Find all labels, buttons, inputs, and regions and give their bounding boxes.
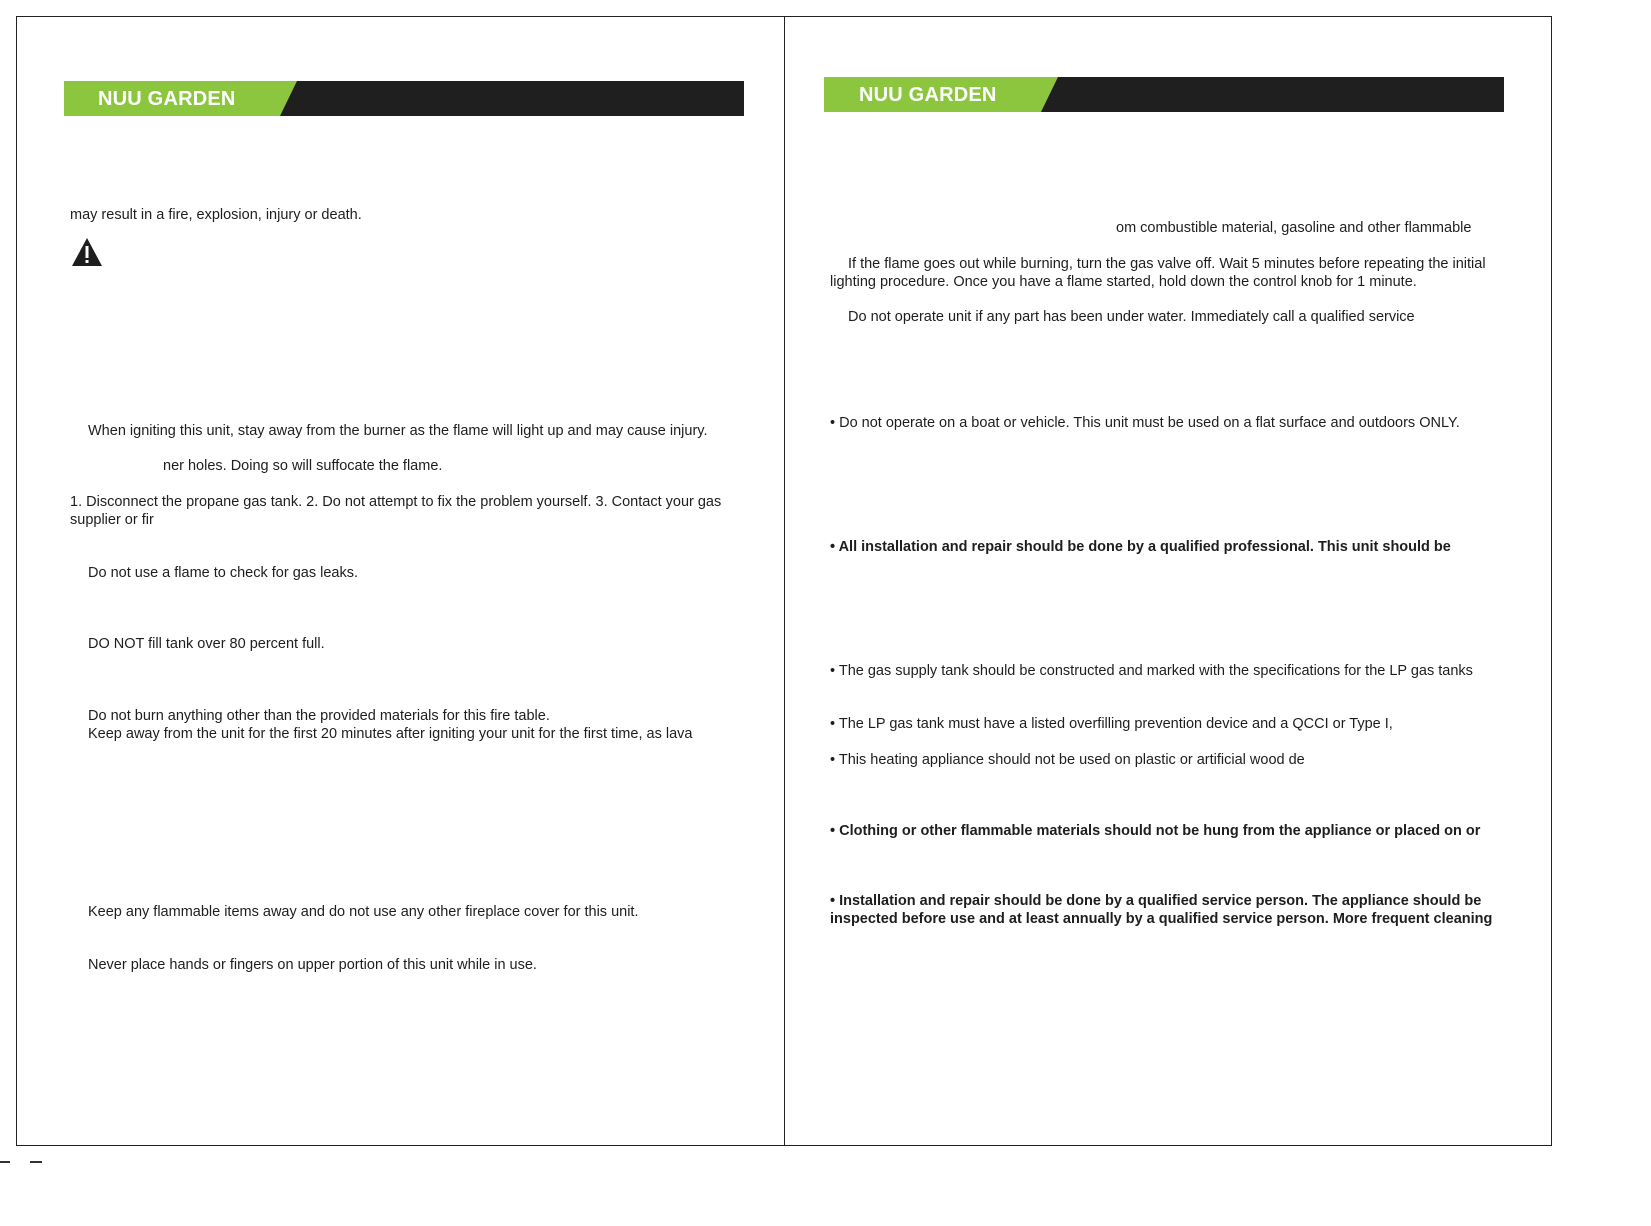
text-line: may result in a fire, explosion, injury or death. [70, 207, 362, 223]
text-line: lighting procedure. Once you have a flame started, hold down the control knob for 1 minute. [830, 274, 1417, 290]
text-line: ner holes. Doing so will suffocate the flame. [163, 458, 443, 474]
bullet-item: • Clothing or other flammable materials should not be hung from the appliance or placed on or [830, 823, 1481, 839]
left-page [16, 16, 785, 1146]
text-line: Keep any flammable items away and do not use any other fireplace cover for this unit. [88, 904, 639, 920]
right-page [784, 16, 1552, 1146]
text-line: Keep away from the unit for the first 20 minutes after igniting your unit for the first time, as lava [88, 726, 693, 742]
text-line: Do not use a flame to check for gas leaks. [88, 565, 358, 581]
text-line: When igniting this unit, stay away from the burner as the flame will light up and may cause injury. [88, 423, 708, 439]
bullet-item: • All installation and repair should be done by a qualified professional. This unit should be [830, 539, 1451, 555]
text-line: inspected before use and at least annually by a qualified service person. More frequent cleaning [830, 911, 1493, 927]
brand-banner [64, 81, 744, 116]
text-line: Do not burn anything other than the provided materials for this fire table. [88, 708, 550, 724]
text-line: DO NOT fill tank over 80 percent full. [88, 636, 325, 652]
bullet-item: • The gas supply tank should be constructed and marked with the specifications for the LP gas tanks [830, 663, 1473, 679]
brand-logo-text: NUU GARDEN [98, 88, 236, 110]
bullet-item: • Installation and repair should be done by a qualified service person. The appliance should be [830, 893, 1482, 909]
text-line: Do not operate unit if any part has been under water. Immediately call a qualified service [848, 309, 1415, 325]
warning-triangle-icon [70, 236, 104, 268]
bullet-item: • This heating appliance should not be used on plastic or artificial wood de [830, 752, 1305, 768]
text-line: 1. Disconnect the propane gas tank. 2. Do not attempt to fix the problem yourself. 3. Contact your gas [70, 494, 722, 510]
bullet-item: • Do not operate on a boat or vehicle. This unit must be used on a flat surface and outdoors ONLY. [830, 415, 1460, 431]
text-line: Never place hands or fingers on upper portion of this unit while in use. [88, 957, 537, 973]
bullet-item: • The LP gas tank must have a listed overfilling prevention device and a QCCI or Type I, [830, 716, 1393, 732]
text-line: If the flame goes out while burning, turn the gas valve off. Wait 5 minutes before repeating the initial [848, 256, 1486, 272]
brand-banner [824, 77, 1504, 112]
crop-mark [0, 1158, 60, 1166]
text-line: om combustible material, gasoline and other flammable [1116, 220, 1472, 236]
brand-logo-text: NUU GARDEN [859, 84, 997, 106]
text-line: supplier or fir [70, 512, 154, 528]
